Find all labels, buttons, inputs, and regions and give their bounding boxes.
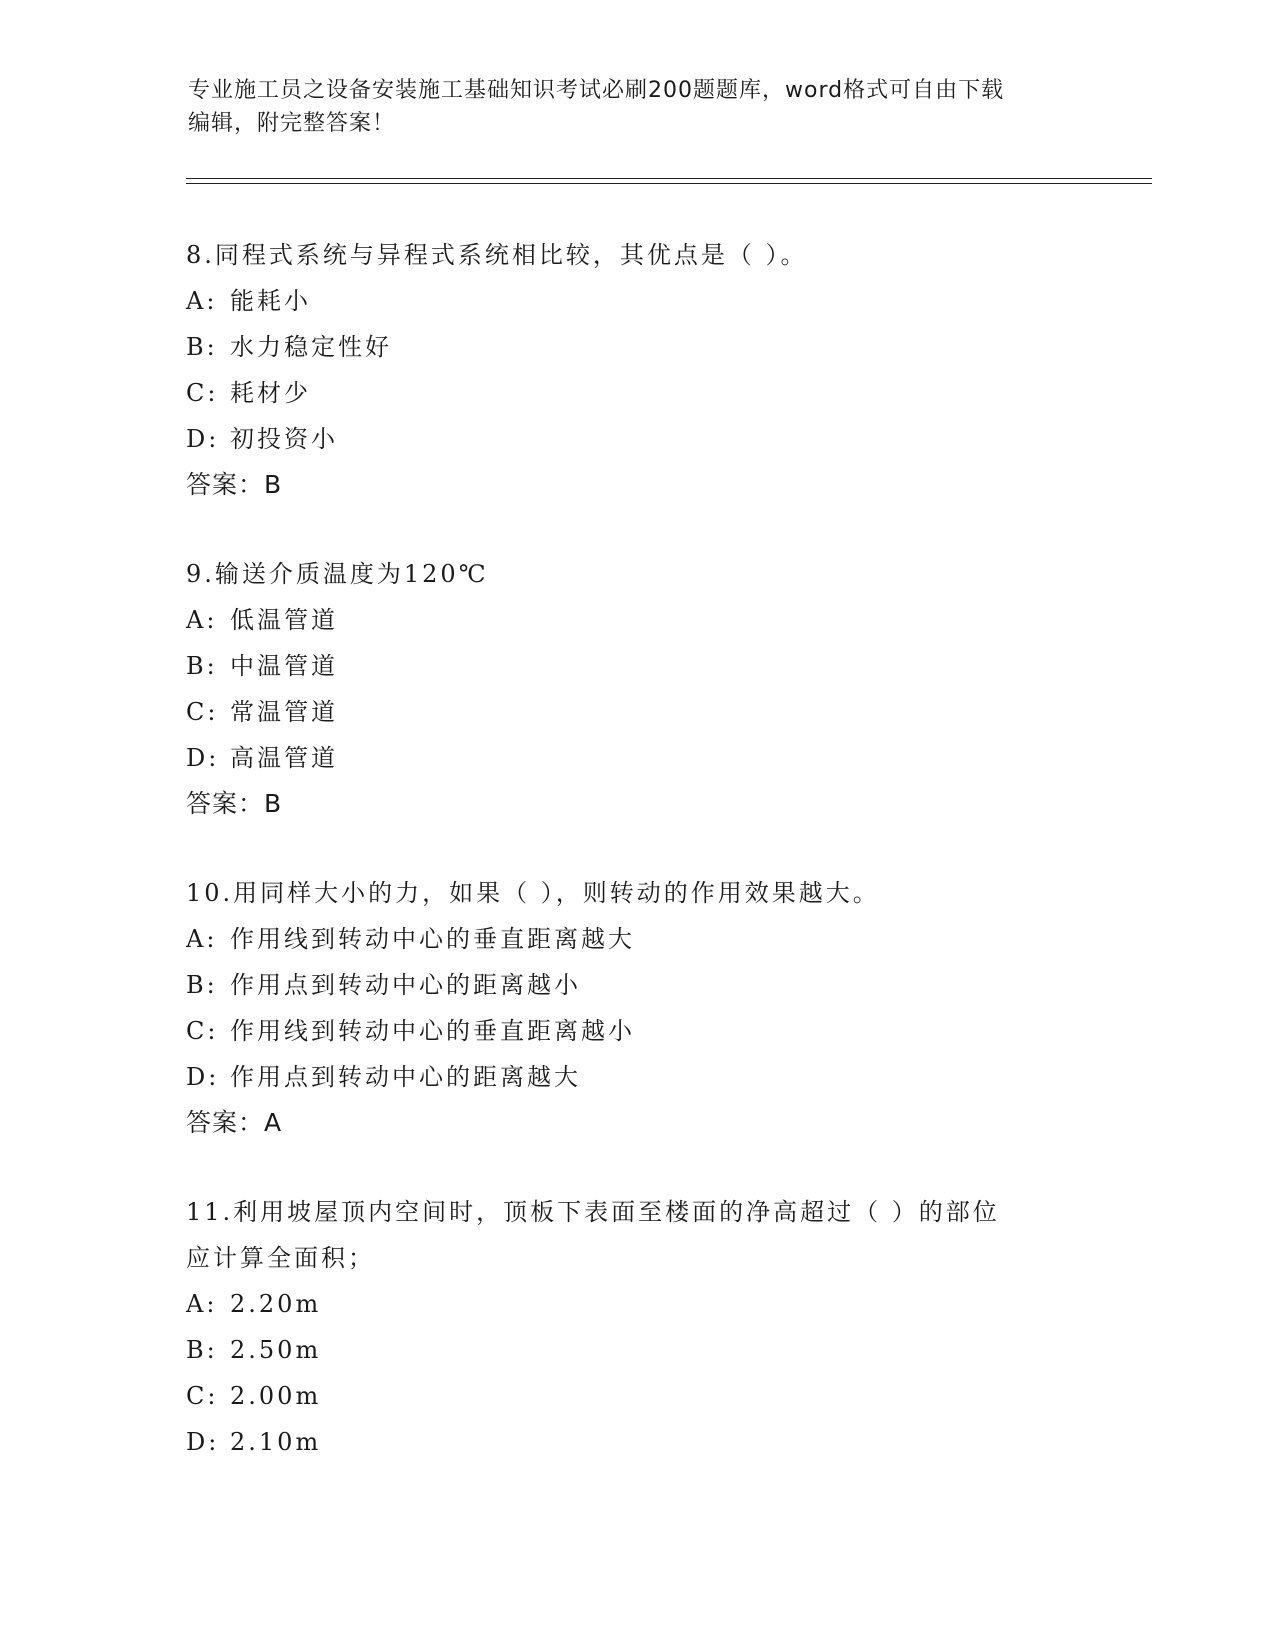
header-line-2: 编辑，附完整答案！ xyxy=(188,111,396,136)
option-text: 常温管道 xyxy=(230,698,338,726)
option-text: 能耗小 xyxy=(230,287,311,315)
option-letter: B: xyxy=(186,971,218,999)
option-text: 初投资小 xyxy=(230,425,338,453)
option-text: 2.00m xyxy=(230,1382,322,1410)
answer-line: 答案：B xyxy=(186,470,283,499)
option-letter: D: xyxy=(186,425,220,453)
question-stem-continued: 应计算全面积； xyxy=(186,1244,375,1272)
question-9 xyxy=(186,551,489,827)
option-c xyxy=(186,1373,1000,1419)
option-c xyxy=(186,1008,880,1054)
question-stem: 11.利用坡屋顶内空间时，顶板下表面至楼面的净高超过（ ）的部位 xyxy=(186,1198,1000,1226)
answer-line: 答案：B xyxy=(186,789,283,818)
option-a xyxy=(186,916,880,962)
header-line-1: 专业施工员之设备安装施工基础知识考试必刷200题题库，word格式可自由下载 xyxy=(188,78,1005,103)
option-b xyxy=(186,1327,1000,1373)
answer-line: 答案：A xyxy=(186,1108,283,1137)
option-text: 低温管道 xyxy=(230,606,338,634)
option-text: 作用线到转动中心的垂直距离越大 xyxy=(230,925,635,953)
option-letter: A: xyxy=(186,606,218,634)
question-8 xyxy=(186,232,808,508)
question-stem: 10.用同样大小的力，如果（ ），则转动的作用效果越大。 xyxy=(186,879,880,907)
option-b xyxy=(186,962,880,1008)
option-letter: B: xyxy=(186,652,218,680)
option-text: 高温管道 xyxy=(230,744,338,772)
option-b xyxy=(186,324,808,370)
option-a xyxy=(186,597,489,643)
option-a xyxy=(186,278,808,324)
option-b xyxy=(186,643,489,689)
option-c xyxy=(186,370,808,416)
question-11 xyxy=(186,1189,1000,1465)
question-stem: 8.同程式系统与异程式系统相比较，其优点是（ ）。 xyxy=(186,241,808,269)
document-header xyxy=(188,74,1088,140)
option-d xyxy=(186,416,808,462)
option-text: 2.10m xyxy=(230,1428,322,1456)
option-text: 作用点到转动中心的距离越小 xyxy=(230,971,581,999)
option-text: 水力稳定性好 xyxy=(230,333,392,361)
option-letter: A: xyxy=(186,1290,218,1318)
option-d xyxy=(186,1419,1000,1465)
option-letter: B: xyxy=(186,333,218,361)
option-text: 中温管道 xyxy=(230,652,338,680)
option-letter: A: xyxy=(186,287,218,315)
option-a xyxy=(186,1281,1000,1327)
option-text: 2.50m xyxy=(230,1336,322,1364)
header-divider-bottom xyxy=(186,183,1152,184)
option-letter: C: xyxy=(186,1382,219,1410)
option-d xyxy=(186,1054,880,1100)
option-d xyxy=(186,735,489,781)
header-divider-top xyxy=(186,178,1152,179)
question-stem: 9.输送介质温度为120℃ xyxy=(186,560,489,588)
option-letter: D: xyxy=(186,1428,220,1456)
option-letter: C: xyxy=(186,1017,219,1045)
option-text: 作用线到转动中心的垂直距离越小 xyxy=(230,1017,635,1045)
option-text: 耗材少 xyxy=(230,379,311,407)
option-letter: D: xyxy=(186,744,220,772)
question-10 xyxy=(186,870,880,1146)
option-letter: B: xyxy=(186,1336,218,1364)
option-letter: A: xyxy=(186,925,218,953)
option-c xyxy=(186,689,489,735)
option-text: 2.20m xyxy=(230,1290,322,1318)
option-letter: C: xyxy=(186,698,219,726)
option-text: 作用点到转动中心的距离越大 xyxy=(230,1063,581,1091)
option-letter: D: xyxy=(186,1063,220,1091)
option-letter: C: xyxy=(186,379,219,407)
